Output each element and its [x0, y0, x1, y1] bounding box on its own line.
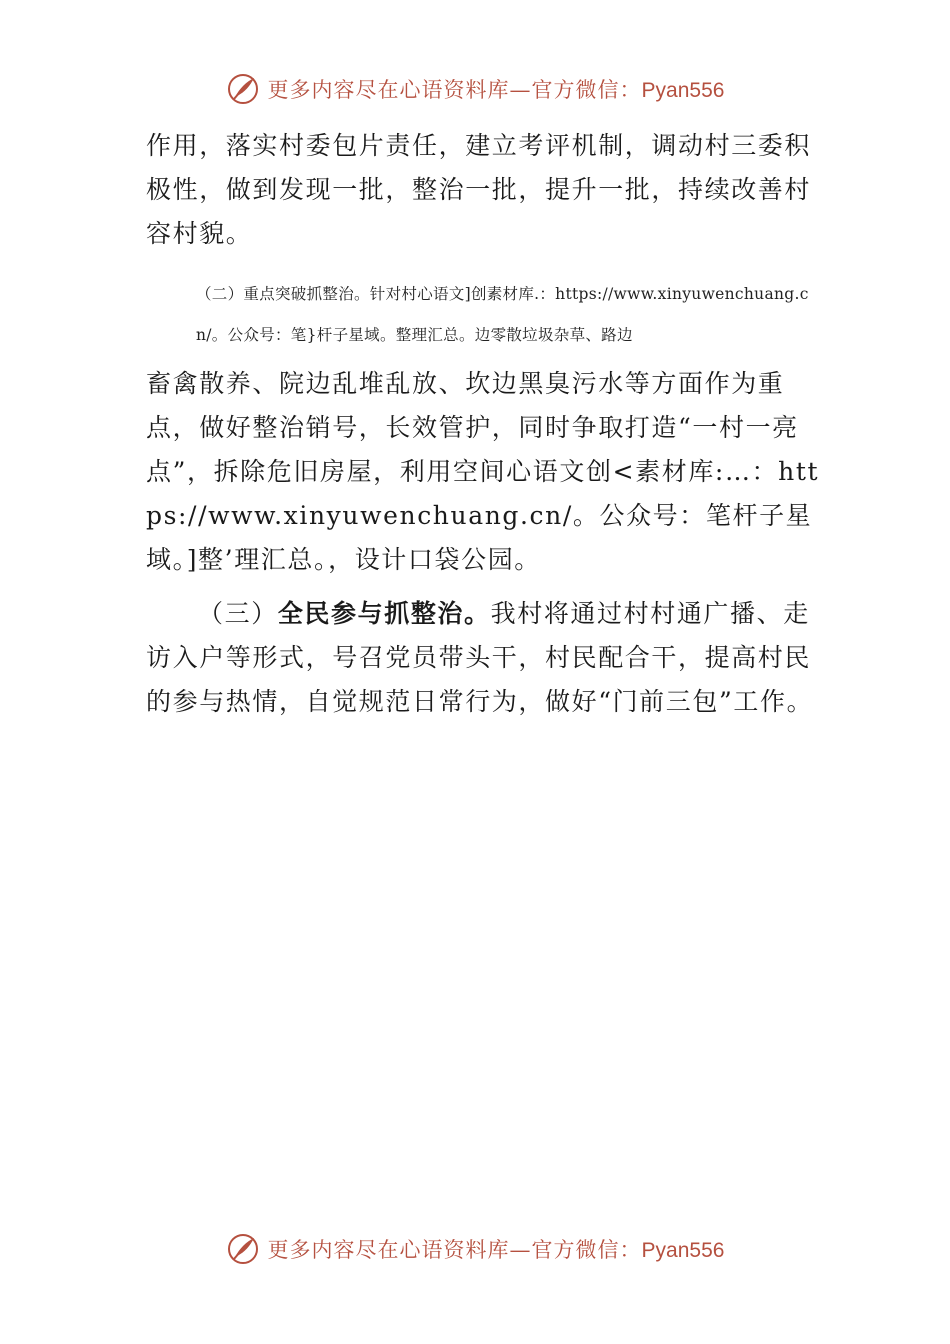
- watermark-text: 更多内容尽在心语资料库—官方微信：Pyan556: [267, 1238, 725, 1262]
- paragraph-3: 畜禽散养、院边乱堆乱放、坎边黑臭污水等方面作为重点，做好整治销号，长效管护，同时争取打造“一村一亮点”，拆除危旧房屋，利用空间心语文创<素材库:…：https://www.xinyuwenchuang.cn/。公众号：笔杆子星域。]整’理汇总。，设计口袋公园。: [146, 369, 820, 574]
- paragraph-4-prefix: （三）: [198, 599, 278, 628]
- document-body: [146, 124, 826, 724]
- paragraph-2-small: （二）重点突破抓整治。针对村心语文]创素材库.：https://www.xinyuwenchuang.cn/。公众号：笔}杆子星域。整理汇总。边零散垃圾杂草、路边: [196, 285, 809, 344]
- paragraph-4-text: 我村将通过村村通广播、走访入户等形式，号召党员带头干，村民配合干，提高村民的参与热情，自觉规范日常行为，做好“门前三包”工作。: [146, 599, 814, 716]
- feather-quill-logo-icon: [226, 72, 260, 106]
- paragraph-4-heading: 全民参与抓整治。: [277, 599, 491, 628]
- feather-quill-logo-icon: [226, 1232, 260, 1266]
- footer-watermark-banner: [0, 1232, 950, 1266]
- paragraph-4: [146, 592, 826, 724]
- paragraph-1: 作用，落实村委包片责任，建立考评机制，调动村三委积极性，做到发现一批，整治一批，提升一批，持续改善村容村貌。: [146, 131, 812, 248]
- watermark-text: 更多内容尽在心语资料库—官方微信：Pyan556: [267, 78, 725, 102]
- header-watermark-banner: [0, 72, 950, 106]
